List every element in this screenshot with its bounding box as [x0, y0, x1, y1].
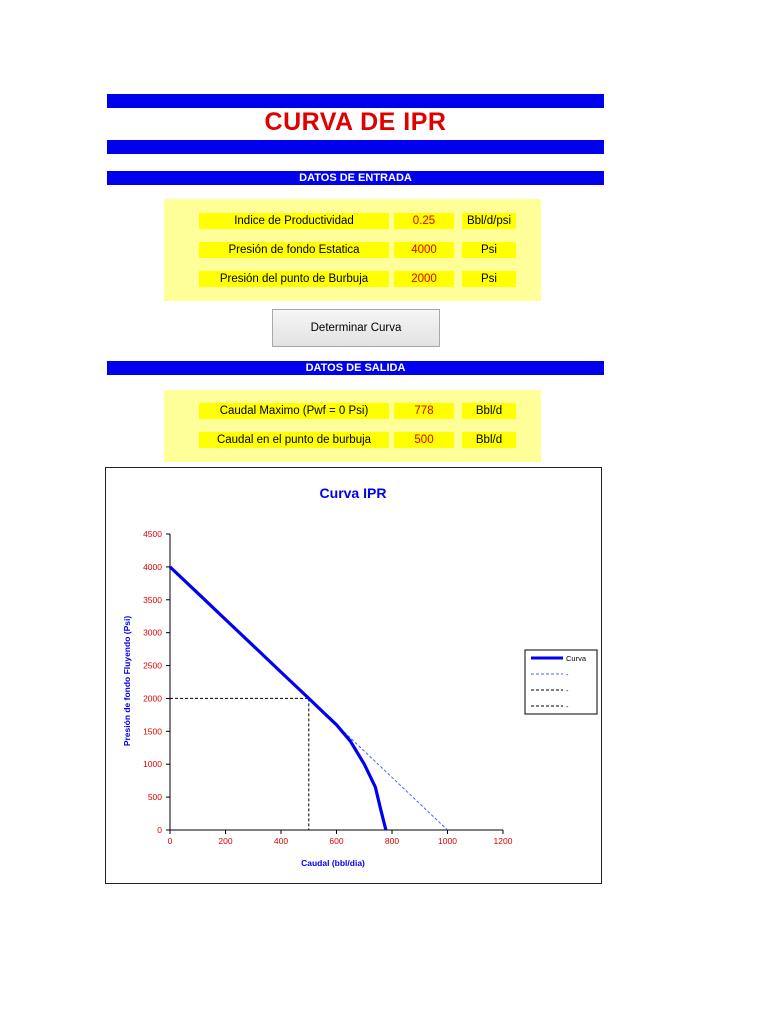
chart-title: Curva IPR — [319, 485, 387, 501]
input-section-heading: DATOS DE ENTRADA — [107, 171, 604, 185]
y-tick-label: 4000 — [143, 561, 162, 572]
input-label-static-pressure: Presión de fondo Estatica — [199, 242, 389, 258]
input-panel — [164, 199, 541, 301]
y-tick-label: 2000 — [143, 693, 162, 704]
output-value-max-flow: 778 — [394, 403, 454, 419]
output-unit-max-flow: Bbl/d — [462, 403, 516, 419]
chart-series-layer — [170, 567, 448, 830]
legend-label: - — [566, 686, 569, 695]
chart-axes — [143, 529, 513, 846]
page-title: CURVA DE IPR — [264, 108, 447, 136]
output-panel — [164, 390, 541, 462]
input-label-bubble-pressure: Presión del punto de Burbuja — [199, 271, 389, 287]
output-section-heading: DATOS DE SALIDA — [107, 361, 604, 375]
ipr-chart-svg — [106, 468, 601, 883]
y-tick-label: 2500 — [143, 660, 162, 671]
input-unit-productivity: Bbl/d/psi — [462, 213, 516, 229]
chart-y-axis-label: Presión de fondo Fluyendo (Psi) — [122, 615, 132, 747]
header-bar-bottom — [107, 140, 604, 154]
x-tick-label: 600 — [329, 836, 344, 846]
header-bar-top — [107, 94, 604, 108]
legend-label: Curva — [566, 654, 587, 663]
y-tick-label: 500 — [147, 792, 162, 803]
output-label-bubble-flow: Caudal en el punto de burbuja — [199, 432, 389, 448]
x-tick-label: 1000 — [438, 836, 457, 846]
input-value-static-pressure[interactable]: 4000 — [394, 242, 454, 258]
input-unit-static-pressure: Psi — [462, 242, 516, 258]
determine-curve-button[interactable]: Determinar Curva — [272, 309, 440, 347]
x-tick-label: 0 — [167, 836, 173, 846]
chart-x-axis-label: Caudal (bbl/dia) — [301, 858, 365, 868]
input-unit-bubble-pressure: Psi — [462, 271, 516, 287]
output-unit-bubble-flow: Bbl/d — [462, 432, 516, 448]
input-label-productivity: Indice de Productividad — [199, 213, 389, 229]
y-tick-label: 3500 — [143, 594, 162, 605]
legend-label: - — [566, 702, 569, 711]
x-tick-label: 400 — [273, 836, 289, 846]
output-value-bubble-flow: 500 — [394, 432, 454, 448]
output-label-max-flow: Caudal Maximo (Pwf = 0 Psi) — [199, 403, 389, 419]
y-tick-label: 4500 — [143, 529, 162, 539]
legend-label: - — [566, 670, 569, 679]
x-tick-label: 800 — [384, 836, 400, 846]
x-tick-label: 200 — [218, 836, 233, 846]
input-value-bubble-pressure[interactable]: 2000 — [394, 271, 454, 287]
legend-box — [525, 650, 597, 714]
y-tick-label: 0 — [157, 825, 162, 835]
y-tick-label: 3000 — [143, 627, 162, 638]
y-tick-label: 1000 — [143, 759, 162, 770]
input-value-productivity[interactable]: 0.25 — [394, 213, 454, 229]
x-tick-label: 1200 — [493, 836, 513, 846]
y-tick-label: 1500 — [143, 726, 162, 737]
ipr-chart — [105, 467, 602, 884]
chart-legend — [525, 650, 597, 714]
